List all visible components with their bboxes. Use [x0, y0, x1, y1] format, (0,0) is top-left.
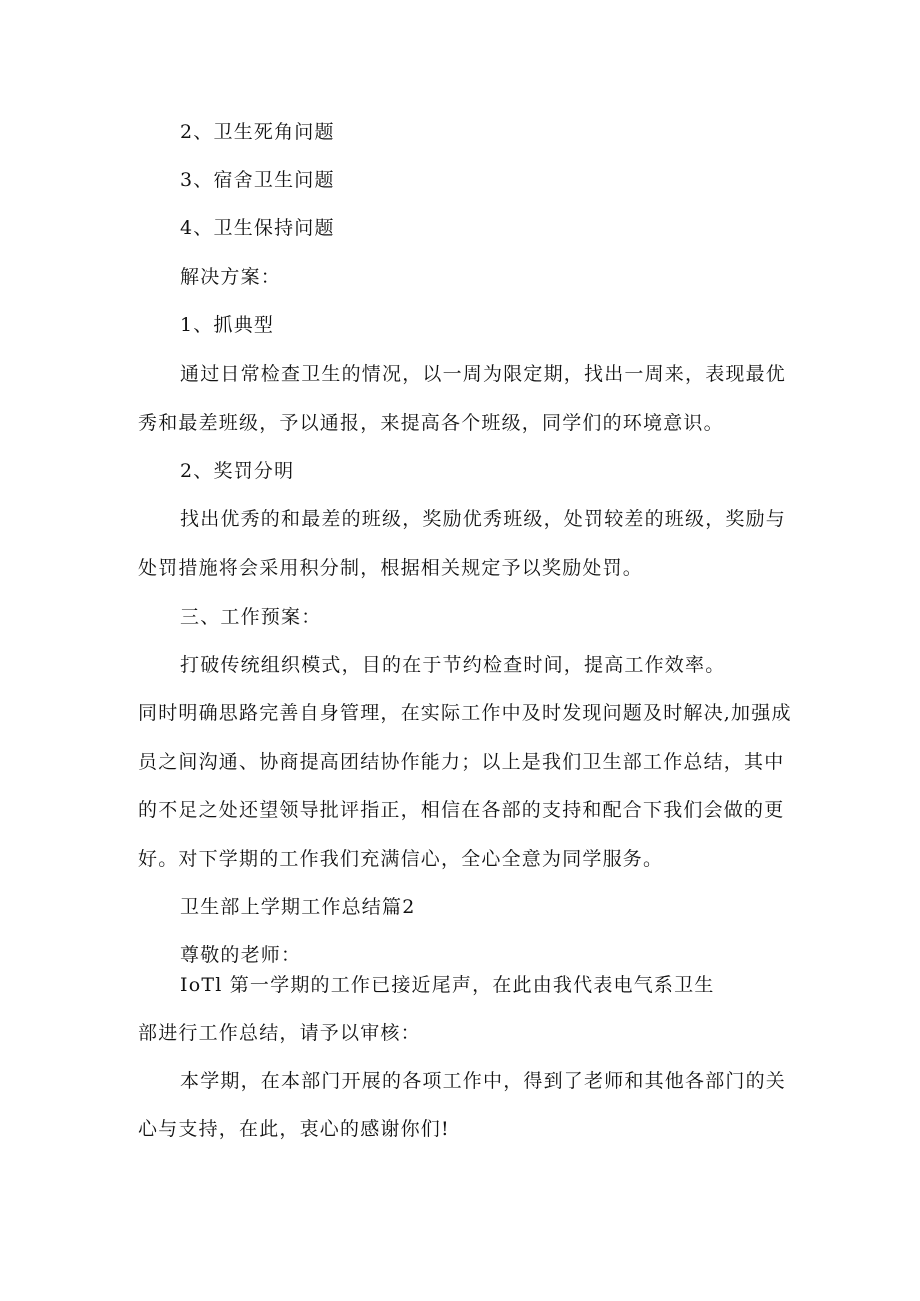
paragraph-line: 处罚措施将会采用积分制，根据相关规定予以奖励处罚。 — [138, 557, 644, 579]
paragraph-line: 的不足之处还望领导批评指正，相信在各部的支持和配合下我们会做的更 — [138, 799, 785, 821]
subheading-rewards-penalties: 2、奖罚分明 — [180, 460, 295, 482]
subheading-typical-cases: 1、抓典型 — [180, 314, 275, 336]
paragraph-line: 秀和最差班级，予以通报，来提高各个班级，同学们的环境意识。 — [138, 412, 724, 434]
paragraph-line: 找出优秀的和最差的班级，奖励优秀班级，处罚较差的班级，奖励与 — [180, 508, 787, 530]
paragraph-line: 好。对下学期的工作我们充满信心，全心全意为同学服务。 — [138, 848, 664, 870]
paragraph-line: 本学期，在本部门开展的各项工作中，得到了老师和其他各部门的关 — [180, 1070, 787, 1092]
paragraph-line: 心与支持，在此，衷心的感谢你们! — [138, 1118, 450, 1140]
list-item-sanitation-maintenance: 4、卫生保持问题 — [180, 217, 335, 239]
paragraph-line: 同时明确思路完善自身管理，在实际工作中及时发现问题及时解决,加强成 — [138, 702, 792, 724]
paragraph-line: 打破传统组织模式，目的在于节约检查时间，提高工作效率。 — [180, 654, 726, 676]
salutation: 尊敬的老师： — [180, 944, 302, 966]
list-item-dormitory-sanitation: 3、宿舍卫生问题 — [180, 169, 335, 191]
section-heading-work-plan: 三、工作预案： — [180, 606, 322, 628]
section-heading-solutions: 解决方案： — [180, 266, 282, 288]
paragraph-line: 员之间沟通、协商提高团结协作能力；以上是我们卫生部工作总结，其中 — [138, 751, 785, 773]
paragraph-line: 部进行工作总结，请予以审核： — [138, 1022, 421, 1044]
list-item-sanitation-dead-corners: 2、卫生死角问题 — [180, 121, 335, 143]
paragraph-line: 通过日常检查卫生的情况，以一周为限定期，找出一周来，表现最优 — [180, 363, 787, 385]
paragraph-line: IoTl 第一学期的工作已接近尾声，在此由我代表电气系卫生 — [180, 974, 715, 996]
article-title: 卫生部上学期工作总结篇2 — [180, 896, 416, 918]
